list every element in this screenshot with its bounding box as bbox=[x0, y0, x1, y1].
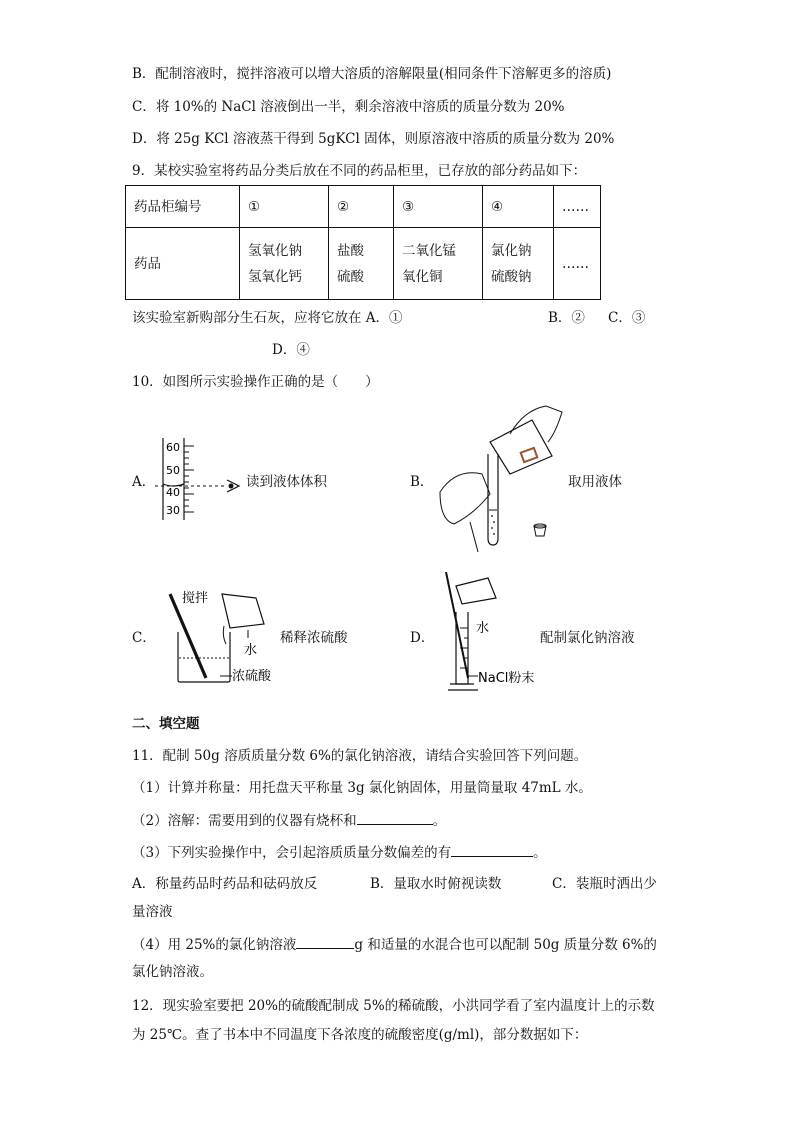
q9-option-d: D．④ bbox=[272, 342, 310, 358]
q9-option-c: C．③ bbox=[608, 310, 646, 326]
q11-option-c: C．装瓶时洒出少 bbox=[552, 876, 657, 892]
q11-part3: （3）下列实验操作中，会引起溶质质量分数偏差的有 。 bbox=[132, 842, 547, 863]
q10-d-label: D． bbox=[410, 630, 435, 646]
nacl-powder-label: NaCl粉末 bbox=[478, 671, 535, 686]
q10-d-caption: 配制氯化钠溶液 bbox=[540, 630, 635, 646]
table-cell: 氯化钠 硫酸钠 bbox=[483, 228, 554, 300]
q9-option-b: B．② bbox=[548, 310, 585, 326]
q9-stem: 9．某校实验室将药品分类后放在不同的药品柜里，已存放的部分药品如下： bbox=[132, 163, 587, 179]
pour-liquid-figure bbox=[430, 402, 570, 554]
q11-stem: 11．配制 50g 溶质质量分数 6%的氯化钠溶液，请结合实验回答下列问题。 bbox=[132, 748, 588, 764]
q11-part4-cont: 氯化钠溶液。 bbox=[132, 964, 213, 980]
q11-part1: （1）计算并称量：用托盘天平称量 3g 氯化钠固体，用量筒量取 47mL 水。 bbox=[132, 780, 592, 796]
table-row bbox=[126, 186, 601, 228]
tick-label: 40 bbox=[166, 486, 180, 499]
option-b-q8: B．配制溶液时，搅拌溶液可以增大溶质的溶解限量(相同条件下溶解更多的溶质) bbox=[132, 66, 612, 82]
q11-part2: （2）溶解：需要用到的仪器有烧杯和 。 bbox=[132, 810, 446, 831]
option-d-q8: D．将 25g KCl 溶液蒸干得到 5gKCl 固体，则原溶液中溶质的质量分数为 20% bbox=[132, 131, 615, 147]
q10-c-label: C． bbox=[132, 630, 156, 646]
table-cell: 氢氧化钠 氢氧化钙 bbox=[240, 228, 329, 300]
table-header-cell: ③ bbox=[394, 186, 483, 228]
answer-blank[interactable] bbox=[357, 810, 433, 825]
cylinder-reading-figure bbox=[155, 436, 255, 522]
q10-a-caption: 读到液体体积 bbox=[246, 474, 327, 490]
table-cell: …… bbox=[554, 228, 601, 300]
option-c-q8: C．将 10%的 NaCl 溶液倒出一半，剩余溶液中溶质的质量分数为 20% bbox=[132, 99, 565, 115]
q12-line2: 为 25℃。查了书本中不同温度下各浓度的硫酸密度(g/ml)，部分数据如下： bbox=[132, 1027, 588, 1043]
q10-a-label: A． bbox=[132, 474, 156, 490]
answer-blank[interactable] bbox=[296, 934, 354, 949]
nacl-solution-figure bbox=[438, 572, 548, 696]
tick-label: 50 bbox=[166, 464, 180, 477]
water-label: 水 bbox=[244, 643, 258, 658]
table-cell: 盐酸 硫酸 bbox=[329, 228, 394, 300]
q10-c-caption: 稀释浓硫酸 bbox=[280, 630, 348, 646]
table-row bbox=[126, 228, 601, 300]
table-header-cell: …… bbox=[554, 186, 601, 228]
q11-option-b: B．量取水时俯视读数 bbox=[370, 876, 502, 892]
cabinet-table bbox=[125, 185, 601, 300]
table-row-label: 药品 bbox=[126, 228, 240, 300]
table-header-cell: ① bbox=[240, 186, 329, 228]
q11-option-c-cont: 量溶液 bbox=[132, 904, 173, 920]
stir-label: 搅拌 bbox=[182, 591, 209, 606]
table-header-cell: ④ bbox=[483, 186, 554, 228]
table-header-cell: 药品柜编号 bbox=[126, 186, 240, 228]
table-header-cell: ② bbox=[329, 186, 394, 228]
q9-question: 该实验室新购部分生石灰，应将它放在 A．① bbox=[132, 310, 403, 326]
conc-acid-label: 浓硫酸 bbox=[232, 669, 272, 684]
eye-icon bbox=[227, 480, 239, 492]
q11-part4: （4）用 25%的氯化钠溶液 g 和适量的水混合也可以配制 50g 质量分数 6%的 bbox=[132, 934, 657, 955]
water-label: 水 bbox=[476, 621, 490, 636]
q10-b-caption: 取用液体 bbox=[568, 474, 622, 490]
q10-b-label: B． bbox=[410, 474, 434, 490]
table-cell: 二氧化锰 氧化铜 bbox=[394, 228, 483, 300]
tick-label: 60 bbox=[166, 441, 180, 454]
answer-blank[interactable] bbox=[451, 842, 533, 857]
dilute-acid-figure bbox=[160, 586, 290, 690]
section-heading: 二、填空题 bbox=[132, 716, 200, 732]
q11-option-a: A．称量药品时药品和砝码放反 bbox=[132, 876, 318, 892]
q12-line1: 12．现实验室要把 20%的硫酸配制成 5%的稀硫酸，小洪同学看了室内温度计上的示数 bbox=[132, 998, 655, 1014]
tick-label: 30 bbox=[166, 504, 180, 517]
q10-stem: 10．如图所示实验操作正确的是（ ） bbox=[132, 374, 379, 390]
